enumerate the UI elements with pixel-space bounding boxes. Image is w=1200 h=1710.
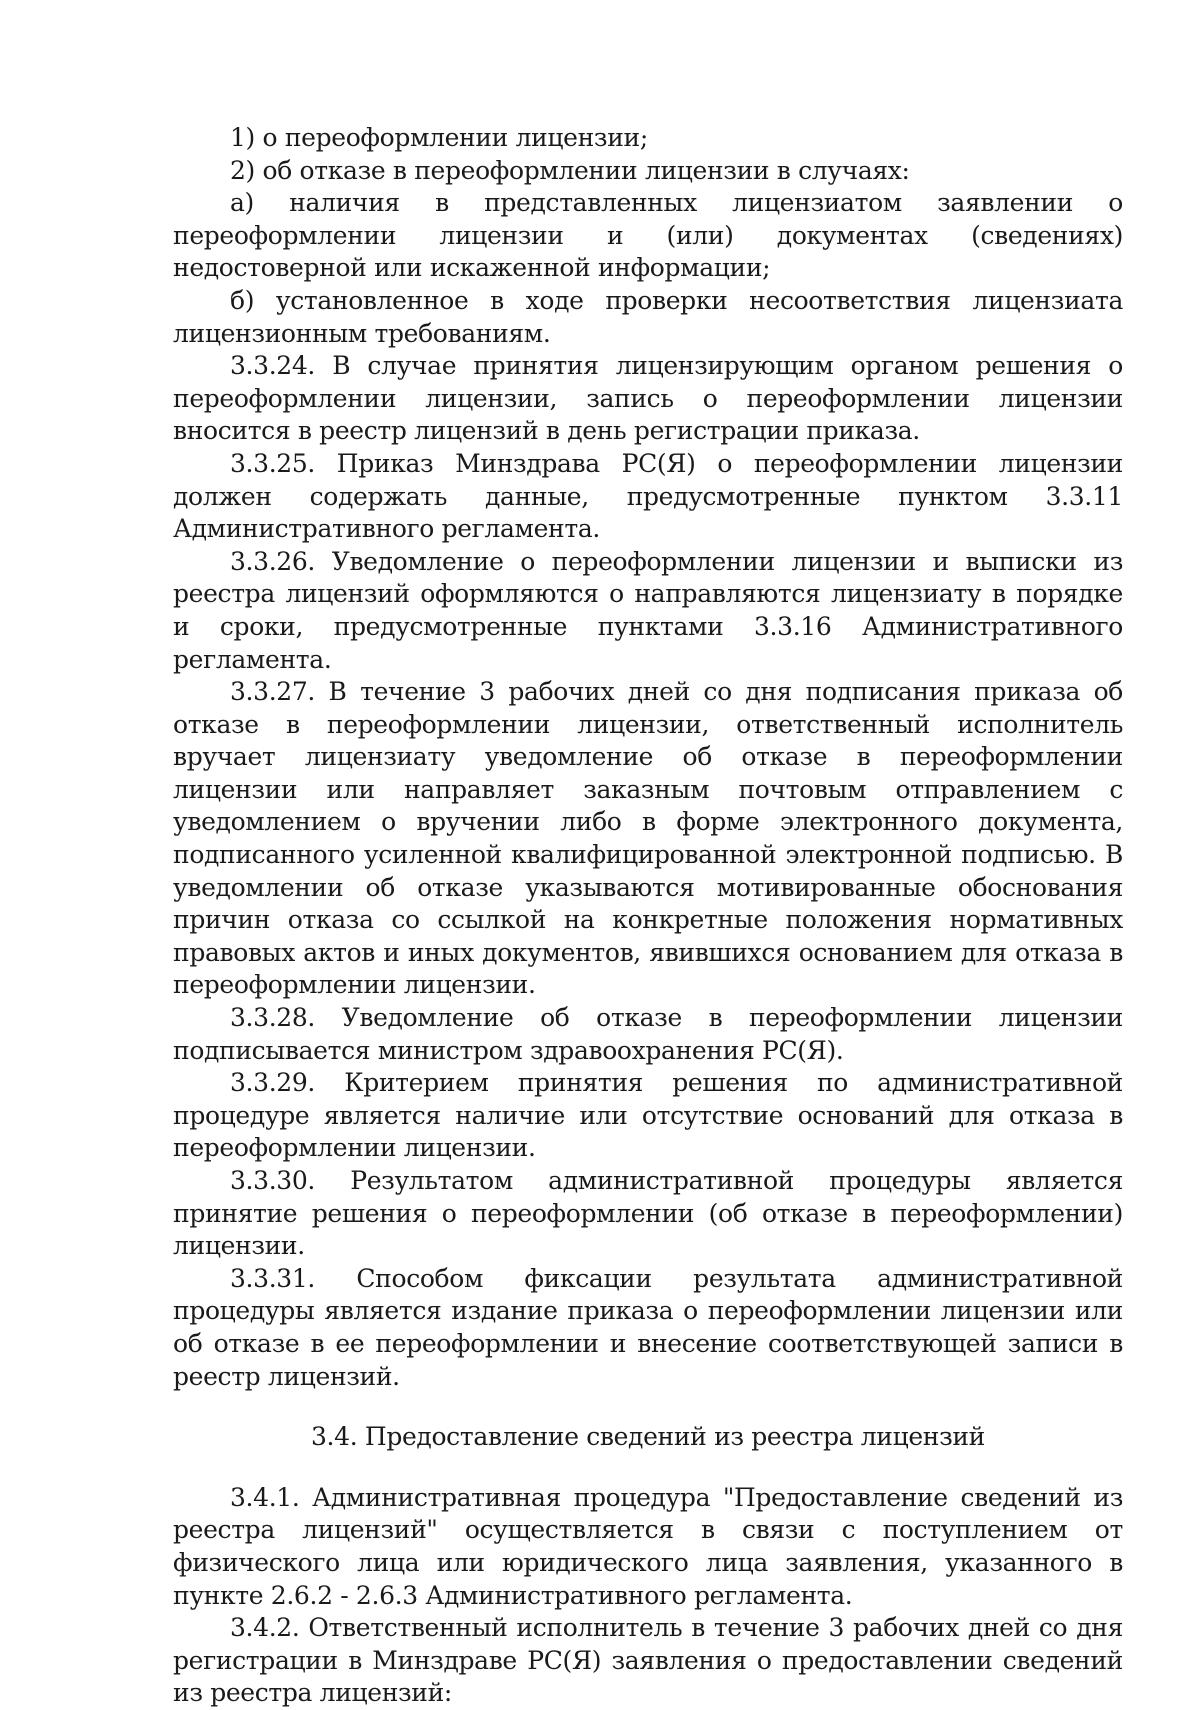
clause-3-3-28: 3.3.28. Уведомление об отказе в переоформлении лицензии подписывается министром здравоохранения РС(Я).: [173, 1003, 1123, 1065]
clause-3-4-1: 3.4.1. Административная процедура "Предоставление сведений из реестра лицензий" осуществляется в связи с поступлением от физического лица или юридического лица заявления, указанного в пункте 2.6.2 - 2.6.3 Административного регламента.: [173, 1482, 1123, 1610]
subitem-a: а) наличия в представленных лицензиатом заявлении о переоформлении лицензии и (или) документах (сведениях) недостоверной или искаженной информации;: [173, 188, 1123, 283]
section-heading: 3.4. Предоставление сведений из реестра лицензий: [310, 1422, 985, 1452]
clause-3-3-30: 3.3.30. Результатом административной процедуры является принятие решения о переоформлении (об отказе в переоформлении) лицензии.: [173, 1166, 1123, 1261]
list-item-reissue: 1) о переоформлении лицензии;: [230, 123, 648, 152]
clause-3-3-31: 3.3.31. Способом фиксации результата административной процедуры является издание приказа о переоформлении лицензии или об отказе в ее переоформлении и внесение соответствующей записи в реестр лицензий.: [173, 1263, 1123, 1391]
clause-3-3-29: 3.3.29. Критерием принятия решения по административной процедуре является наличие или отсутствие оснований для отказа в переоформлении лицензии.: [173, 1068, 1123, 1163]
list-item-refusal: 2) об отказе в переоформлении лицензии в случаях:: [230, 155, 910, 185]
clause-3-3-24: 3.3.24. В случае принятия лицензирующим органом решения о переоформлении лицензии, запись о переоформлении лицензии вносится в реестр лицензий в день регистрации приказа.: [173, 351, 1123, 446]
subitem-b: б) установленное в ходе проверки несоответствия лицензиата лицензионным требованиям.: [173, 285, 1123, 348]
clause-3-3-25: 3.3.25. Приказ Минздрава РС(Я) о переоформлении лицензии должен содержать данные, предусмотренные пунктом 3.3.11 Административного регламента.: [173, 448, 1123, 544]
document-page: [173, 122, 1123, 1710]
clause-3-3-26: 3.3.26. Уведомление о переоформлении лицензии и выписки из реестра лицензий оформляются о направляются лицензиату в порядке и сроки, предусмотренные пунктами 3.3.16 Административного регламента.: [173, 546, 1123, 674]
clause-3-4-2: 3.4.2. Ответственный исполнитель в течение 3 рабочих дней со дня регистрации в Минздраве РС(Я) заявления о предоставлении сведений из реестра лицензий:: [173, 1613, 1123, 1708]
clause-3-3-27: 3.3.27. В течение 3 рабочих дней со дня подписания приказа об отказе в переоформлении лицензии, ответственный исполнитель вручает лицензиату уведомление об отказе в переоформлении лицензии или направляет заказным почтовым отправлением с уведомлением о вручении либо в форме электронного документа, подписанного усиленной квалифицированной электронной подписью. В уведомлении об отказе указываются мотивированные обоснования причин отказа со ссылкой на конкретные положения нормативных правовых актов и иных документов, явившихся основанием для отказа в переоформлении лицензии.: [173, 677, 1123, 1000]
